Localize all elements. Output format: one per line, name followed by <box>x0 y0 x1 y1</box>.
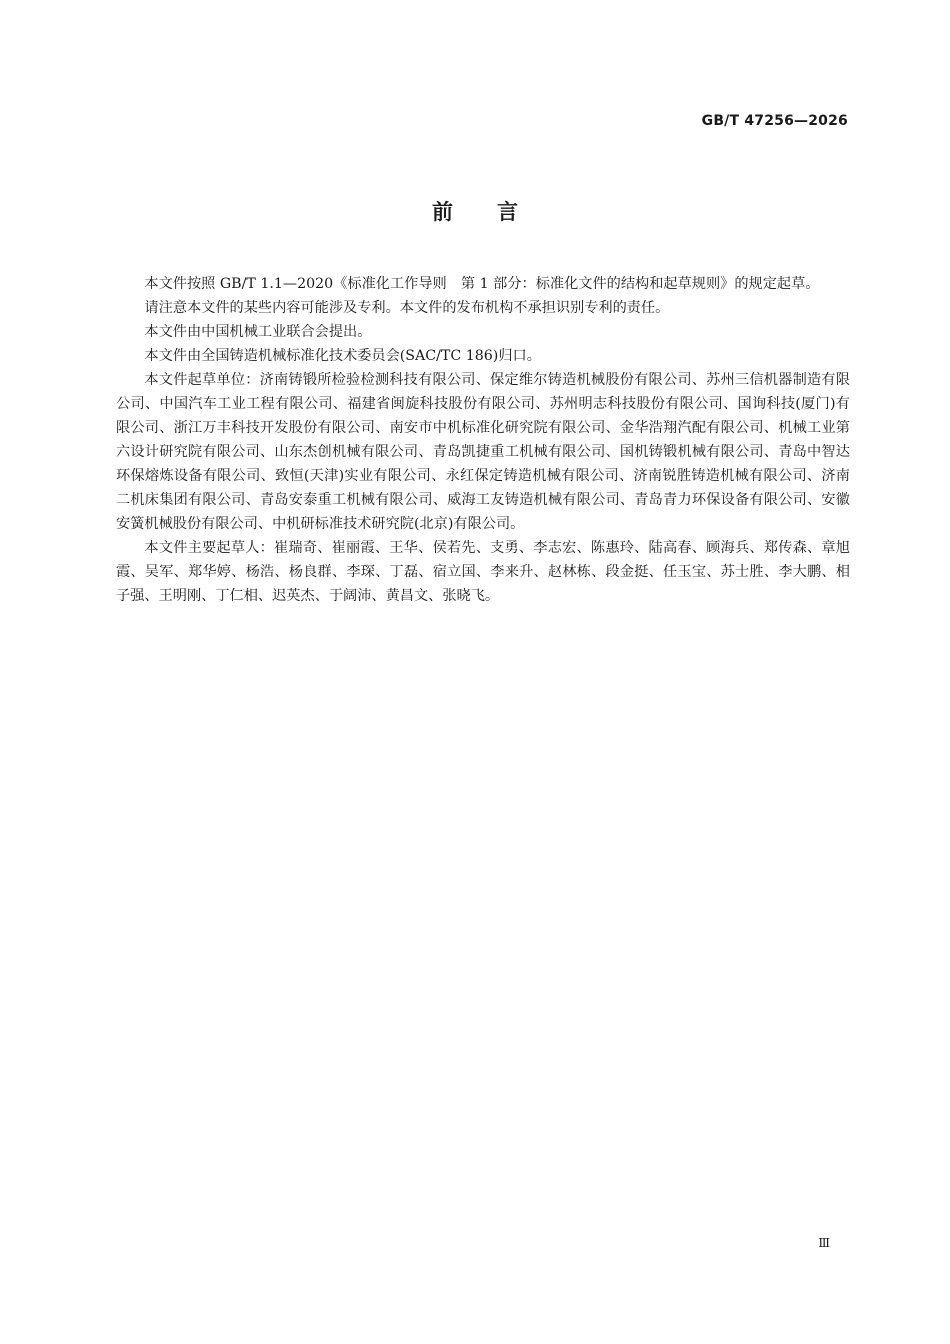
paragraph-technical-committee: 本文件由全国铸造机械标准化技术委员会(SAC/TC 186)归口。 <box>144 348 541 364</box>
paragraph-drafters: 本文件主要起草人：崔瑞奇、崔丽霞、王华、侯若先、支勇、李志宏、陈惠玲、陆高春、顾海兵、郑传森、章旭霞、吴军、郑华婷、杨浩、杨良群、李琛、丁磊、宿立国、李来升、赵林栋、段金挺、任玉宝、苏士胜、李大鹏、相子强、王明刚、丁仁相、迟英杰、于阔沛、黄昌文、张晓飞。 <box>116 540 850 604</box>
page-number: Ⅲ <box>818 1236 830 1250</box>
page-title: 前言 <box>432 200 562 224</box>
paragraph-drafting-rules: 本文件按照 GB/T 1.1—2020《标准化工作导则 第 1 部分：标准化文件的结构和起草规则》的规定起草。 <box>144 276 820 292</box>
paragraph-patent-notice: 请注意本文件的某些内容可能涉及专利。本文件的发布机构不承担识别专利的责任。 <box>144 300 670 316</box>
paragraph-proposer: 本文件由中国机械工业联合会提出。 <box>144 324 372 340</box>
foreword-body <box>116 272 850 608</box>
paragraph-drafting-organizations: 本文件起草单位：济南铸锻所检验检测科技有限公司、保定维尔铸造机械股份有限公司、苏州三信机器制造有限公司、中国汽车工业工程有限公司、福建省闽旋科技股份有限公司、苏州明志科技股份有限公司、国询科技(厦门)有限公司、浙江万丰科技开发股份有限公司、南安市中机标准化研究院有限公司、金华浩翔汽配有限公司、机械工业第六设计研究院有限公司、山东杰创机械有限公司、青岛凯捷重工机械有限公司、国机铸锻机械有限公司、青岛中智达环保熔炼设备有限公司、致恒(天津)实业有限公司、永红保定铸造机械有限公司、济南锐胜铸造机械有限公司、济南二机床集团有限公司、青岛安泰重工机械有限公司、威海工友铸造机械有限公司、青岛青力环保设备有限公司、安徽安簧机械股份有限公司、中机研标准技术研究院(北京)有限公司。 <box>116 372 850 532</box>
standard-number: GB/T 47256—2026 <box>701 113 848 129</box>
